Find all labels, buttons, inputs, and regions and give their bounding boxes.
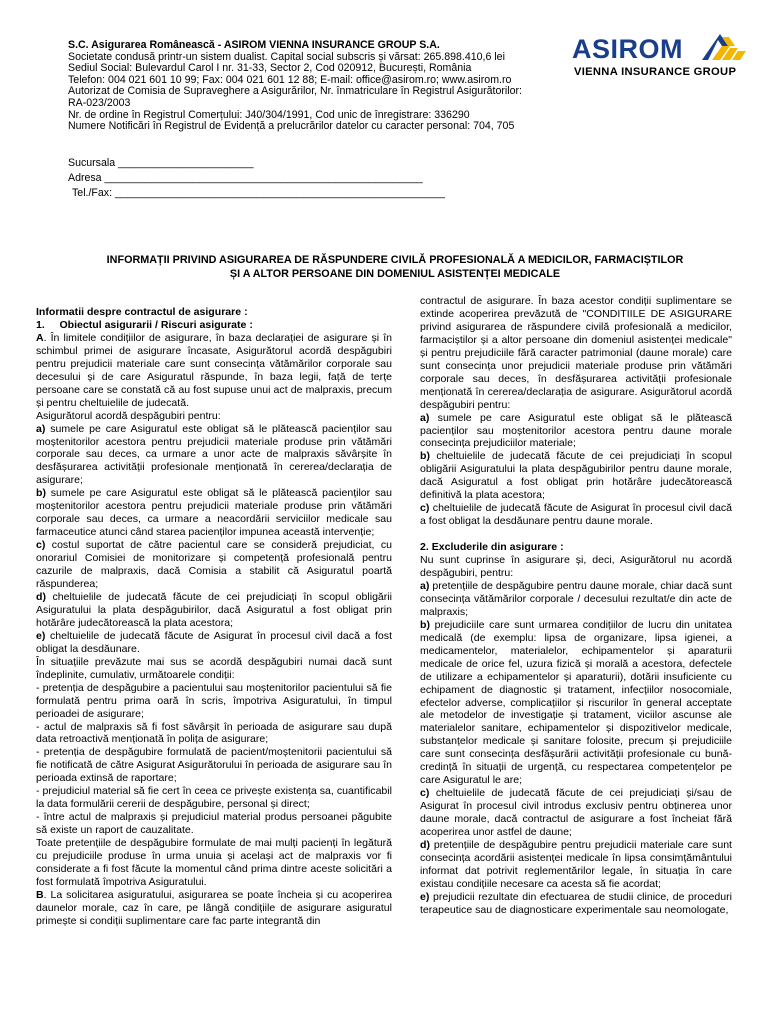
item-label: A — [36, 331, 44, 344]
condition-item: - actul de malpraxis să fi fost săvârșit în perioada de asigurare sau după data retroactivă menționată în polița de asigurare; — [36, 720, 392, 746]
list-item: a) sumele pe care Asiguratul este obligat să le plătească pacienților sau moștenitorilor acestora pentru daune morale consecința prejudiciilor materiale; — [420, 411, 732, 450]
paragraph: Asigurătorul acordă despăgubiri pentru: — [36, 409, 221, 422]
item-label: d) — [420, 839, 430, 852]
header-line: RA-023/2003 — [68, 96, 131, 109]
list-item: b) sumele pe care Asiguratul este obligat să le plătească pacienților sau moștenitorilor acestora pentru prejudicii materiale produse prin vătămări corporale sau deces, ca urmare a neacordării serviciilor medicale sau farmaceutice atunci când starea pacienților impunea această intervenție; — [36, 487, 392, 539]
item-label: B — [36, 888, 44, 901]
title-line: ȘI A ALTOR PERSOANE DIN DOMENIUL ASISTENȚEI MEDICALE — [229, 268, 561, 280]
company-header — [68, 40, 558, 133]
section-1-heading: 1. Obiectul asigurarii / Riscuri asigurate : — [36, 318, 253, 331]
address-field: Adresa ______________________________________________________ — [68, 172, 423, 185]
document-title — [80, 253, 710, 281]
item-label: c) — [420, 787, 430, 800]
list-item: c) cheltuielile de judecată făcute de Asigurat în procesul civil dacă a fost obligat la desdăunare pentru daune morale. — [420, 502, 732, 528]
condition-item: - pretenția de despăgubire a pacientului sau moștenitorilor pacientului să fie formulată pentru prima oară în scris, împotriva Asiguratului, în timpul perioadei de asigurare; — [36, 681, 392, 720]
logo-subtitle: VIENNA INSURANCE GROUP — [574, 66, 737, 78]
paragraph: Nu sunt cuprinse în asigurare și, deci, Asigurătorul nu acordă despăgubiri, pentru: — [420, 554, 732, 579]
paragraph: contractul de asigurare. În baza acestor condiții suplimentare se extinde acoperirea prevăzută de "CONDITIILE DE ASIGURARE privind asigurarea de răspundere civilă profesională a medicilor, farmaciștilor și a altor persoane din domeniul asistenței medicale" și pentru prejudiciile fără caracter patrimonial (daune morale) care sunt consecința unor prejudicii materiale produse prin vătămări corporale sau deces, în desfășurarea activității profesionale menționată în cererea/declarația de asigurare. Asigurătorul acordă despăgubiri pentru: — [420, 295, 732, 411]
item-label: c) — [36, 539, 46, 552]
condition-item: - prejudiciul material să fie cert în ceea ce privește existența sa, cuantificabil la data formulării cererii de despăgubire, personal și direct; — [36, 785, 392, 811]
item-label: d) — [36, 590, 46, 603]
header-line: Societate condusă printr-un sistem dualist. Capital social subscris și vărsat: 265.898.410,6 lei — [68, 50, 505, 63]
item-label: e) — [36, 629, 46, 642]
exclusion-item: a) pretențiile de despăgubire pentru daune morale, chiar dacă sunt consecința vătămărilor corporale / decesului rezultat/e din acte de malpraxis; — [420, 579, 732, 618]
right-column — [420, 295, 732, 917]
company-name: S.C. Asigurarea Românească - ASIROM VIENNA INSURANCE GROUP S.A. — [68, 39, 440, 51]
paragraph: B. La solicitarea asiguratului, asigurarea se poate încheia și cu acoperirea daunelor morale, caz în care, pe lângă condițiile de asigurare asiguratul primește si condiții suplimentare care fac parte integrantă din — [36, 888, 392, 927]
title-line: INFORMAȚII PRIVIND ASIGURAREA DE RĂSPUNDERE CIVILĂ PROFESIONALĂ A MEDICILOR, FARMACIȘTILOR — [106, 254, 684, 266]
exclusion-item: b) prejudiciile care sunt urmarea condițiilor de lucru din unitatea medicală (de exemplu: lipsa de organizare, lipsa igienei, a medicamentelor, materialelor, echipamentelor și aparaturii medicale de orice fel, uzura fizică și morală a acestora, defectele de utilizare a echipamentelor și aparaturii), dotării insuficiente cu echipament de diagnostic și tratament, infecțiilor nosocomiale, efectelor adverse, complicațiilor și riscurilor în general acceptate ale metodelor de investigație și tratament, viciilor ascunse ale materialelor sanitare, echipamentelor și dispozitivelor medicale, substanțelor medicale și sanitare folosite, precum și prejudiciile care sunt consecința desfășurării activității profesionale cu bună-credință în situații de urgență, cu respectarea competențelor pe care Asiguratul le are; — [420, 618, 732, 787]
paragraph: Toate pretențiile de despăgubire formulate de mai mulți pacienți în legătură cu prejudiciile produse în urma unuia și același act de malpraxis vor fi considerate a fi fost făcute la momentul când prima dintre aceste solicitări a fost formulată împotriva Asiguratului. — [36, 837, 392, 888]
header-line: Numere Notificări în Registrul de Evidență a prelucrărilor datelor cu caracter personal: 704, 705 — [68, 120, 515, 133]
item-label: c) — [420, 502, 430, 515]
exclusion-item: c) cheltuielile de judecată făcute de cei prejudiciați și/sau de Asigurat în procesul civil introdus exclusiv pentru obținerea unor daune morale, dacă contractul de asigurare a fost încheiat fără acoperirea unor astfel de daune; — [420, 787, 732, 839]
list-item: d) cheltuielile de judecată făcute de cei prejudiciați în scopul obligării Asiguratului la plata despăgubirilor, dacă Asiguratul a fost obligat prin hotărâre judecătorească la plata acestora; — [36, 590, 392, 629]
item-label: a) — [420, 411, 430, 424]
item-label: b) — [36, 487, 46, 500]
item-label: b) — [420, 450, 430, 463]
section-2-heading: 2. Excluderile din asigurare : — [420, 541, 564, 554]
header-line: Telefon: 004 021 601 10 99; Fax: 004 021 601 12 88; E-mail: office@asirom.ro; www.asirom.ro — [68, 73, 512, 86]
item-label: b) — [420, 618, 430, 631]
branch-fields — [68, 156, 445, 202]
list-item: b) cheltuielile de judecată făcute de cei prejudiciați în scopul obligării Asiguratului la plata despăgubirilor pentru daune morale, dacă Asiguratul a fost obligat prin hotărâre judecătorească definitivă la plata acestora; — [420, 450, 732, 502]
header-line: Nr. de ordine în Registrul Comerțului: J40/304/1991, Cod unic de înregistrare: 336290 — [68, 108, 470, 121]
header-line: Autorizat de Comisia de Supraveghere a Asigurărilor, Nr. înmatriculare în Registrul Asigurătorilor: — [68, 85, 522, 98]
condition-item: - între actul de malpraxis și prejudiciul material produs persoanei păgubite să existe un raport de cauzalitate. — [36, 811, 392, 837]
condition-item: - pretenția de despăgubire formulată de pacient/moștenitorii pacientului să fie notificată de către Asigurat Asigurătorului în perioada de asigurare sau în perioada extinsă de raportare; — [36, 746, 392, 785]
list-item: e) cheltuielile de judecată făcute de Asigurat în procesul civil dacă a fost obligat la desdăunare. — [36, 629, 392, 655]
paragraph: În situațiile prevăzute mai sus se acordă despăgubiri numai dacă sunt îndeplinite, cumulativ, următoarele condiții: — [36, 655, 392, 681]
branch-field: Sucursala _______________________ — [68, 157, 254, 169]
list-item: a) sumele pe care Asiguratul este obligat să le plătească pacienților sau moștenitorilor acestora pentru prejudicii materiale produse prin vătămări corporale sau deces, ca urmare a unor acte de malpraxis săvârșite în desfășurarea activității profesionale menționată în cererea/declarația de asigurare; — [36, 422, 392, 487]
exclusion-item: e) prejudicii rezultate din efectuarea de studii clinice, de proceduri terapeutice sau de diagnosticare experimentale sau neomologate, — [420, 890, 732, 916]
paragraph: A. În limitele condițiilor de asigurare, în baza declarației de asigurare și în schimbul primei de asigurare încasate, Asigurătorul acordă despăgubiri pentru prejudicii materiale care sunt consecința vătămărilor corporale sau decesului și de care Asiguratul răspunde, în baza legii, față de terțe persoane care se constată că au fost supuse unui act de malpraxis, precum și pentru cheltuielile de judecată. — [36, 331, 392, 409]
item-label: e) — [420, 890, 430, 903]
item-label: a) — [420, 579, 430, 592]
logo-wordmark: ASIROM — [572, 34, 683, 64]
list-item: c) costul suportat de către pacientul care se consideră prejudiciat, cu onorariul Comisiei de monitorizare și competență profesională pentru cazurile de malpraxis, dacă Comisia a stabilit că Asiguratul poartă răspunderea; — [36, 539, 392, 591]
item-label: a) — [36, 422, 46, 435]
header-line: Sediul Social: Bulevardul Carol I nr. 31-33, Sector 2, Cod 020912, București, România — [68, 62, 472, 75]
exclusion-item: d) pretențiile de despăgubire pentru prejudicii materiale care sunt consecința acordării asistenței medicale în lipsa consimțământului informat dat potrivit reglementărilor legale, în situația în care existau condițiile necesare ca acesta să fie acordat; — [420, 839, 732, 890]
section-heading: Informatii despre contractul de asigurare : — [36, 306, 248, 318]
left-column — [36, 306, 392, 928]
telfax-field: Tel./Fax: ________________________________________________________ — [72, 187, 445, 200]
